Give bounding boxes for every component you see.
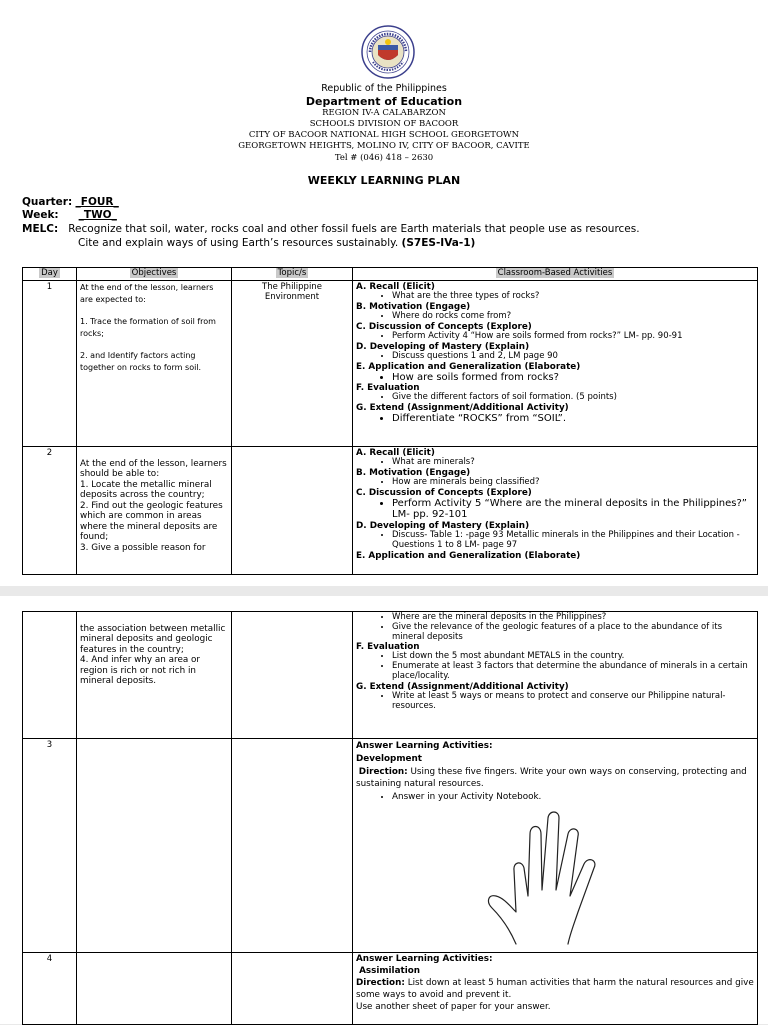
weekly-plan-table: [22, 267, 758, 575]
activities-cell: • Where are the mineral deposits in the Philippines? • Give the relevance of the geologic features of a place to the abundance of its mineral deposits F. Evaluation • List down the 5 most abundant METALS in the country. • Enumerate at least 3 factors that determine the abundance of minerals in a certain place/locality. G. Extend (Assignment/Additional Activity) • Write at least 5 ways or means to protect and conserve our Philippine natural- resources.: [353, 612, 758, 739]
header-department: Department of Education: [305, 95, 463, 108]
table-row-day-2-continued: [23, 612, 758, 739]
topic-cell: The Philippine Environment: [232, 281, 353, 447]
day-cell: 2: [23, 447, 77, 575]
header-republic: Republic of the Philippines: [321, 83, 447, 94]
activities-cell: A. Recall (Elicit) • What are the three types of rocks? B. Motivation (Engage) • Where do rocks come from? C. Discussion of Concepts (Explore) • Perform Activity 4 “How are soils formed from rocks?” LM- pp. 90-91 D. Developing of Mastery (Explain) • Discuss questions 1 and 2, LM page 90 E. Application and Generalization (Elaborate) • How are soils formed from rocks? F. Evaluation • Give the different factors of soil formation. (5 points) G. Extend (Assignment/Additional Activity) • Differentiate “ROCKS” from “SOIL”.: [353, 281, 758, 447]
day-cell: 4: [23, 953, 77, 1025]
header-day: Day: [23, 268, 77, 281]
quarter-value: _FOUR_: [75, 196, 119, 208]
day-cell: 1: [23, 281, 77, 447]
header-activities: Classroom-Based Activities: [353, 268, 758, 281]
deped-seal-logo: [361, 25, 415, 79]
melc-code: (S7ES-IVa-1): [401, 237, 476, 249]
table-row-day-3: [23, 739, 758, 953]
activities-cell: Answer Learning Activities: Assimilation Direction: List down at least 5 human activities that harm the natural resources and give some ways to avoid and prevent it. Use another sheet of paper for your answer.: [353, 953, 758, 1025]
melc-text-2: Cite and explain ways of using Earth’s resources sustainably.: [78, 237, 399, 249]
activities-cell: A. Recall (Elicit) • What are minerals? B. Motivation (Engage) • How are minerals being classified? C. Discussion of Concepts (Explore) • Perform Activity 5 “Where are the mineral deposits in the Philippines?” LM- pp. 92-101 D. Developing of Mastery (Explain) • Discuss- Table 1: -page 93 Metallic minerals in the Philippines and their Location -Questions 1 to 8 LM- page 97 E. Application and Generalization (Elaborate): [353, 447, 758, 575]
topic-cell: [232, 953, 353, 1025]
objectives-cell: At the end of the lesson, learners are expected to: 1. Trace the formation of soil from rocks; 2. and Identify factors acting together on rocks to form soil.: [77, 281, 232, 447]
melc-line: MELC: Recognize that soil, water, rocks coal and other fossil fuels are Earth materials that people use as resources.: [22, 223, 640, 235]
header-region: REGION IV-A CALABARZON: [322, 108, 446, 118]
quarter-line: Quarter: _FOUR_: [22, 196, 119, 208]
objectives-cell: [77, 739, 232, 953]
week-line: Week: _TWO_: [22, 209, 117, 221]
table-row-day-2: [23, 447, 758, 575]
table-header-row: [23, 268, 758, 281]
melc-line-2: [78, 237, 475, 249]
objectives-cell: the association between metallic mineral deposits and geologic features in the country; 4. And infer why an area or region is rich or not rich in mineral deposits.: [77, 612, 232, 739]
table-row-day-1: [23, 281, 758, 447]
header-objectives: Objectives: [77, 268, 232, 281]
header-school: CITY OF BACOOR NATIONAL HIGH SCHOOL GEORGETOWN: [248, 130, 520, 140]
topic-cell: [232, 447, 353, 575]
day-cell: [23, 612, 77, 739]
header-telephone: Tel # (046) 418 – 2630: [334, 153, 434, 163]
hand-outline-drawing: [486, 810, 604, 948]
header-division: SCHOOLS DIVISION OF BACOOR: [309, 119, 459, 129]
header-address: GEORGETOWN HEIGHTS, MOLINO IV, CITY OF BACOOR, CAVITE: [238, 141, 530, 151]
header-topics: Topic/s: [232, 268, 353, 281]
day-cell: 3: [23, 739, 77, 953]
weekly-plan-table-continued: [22, 611, 758, 1025]
topic-cell: [232, 612, 353, 739]
week-value: _TWO_: [78, 209, 117, 221]
table-row-day-4: [23, 953, 758, 1025]
topic-cell: [232, 739, 353, 953]
melc-text-1: Recognize that soil, water, rocks coal and other fossil fuels are Earth materials that people use as resources.: [68, 223, 640, 235]
activities-cell: Answer Learning Activities: Development Direction: Using these five fingers. Write your own ways on conserving, protecting and sustaining natural resources. • Answer in your Activity Notebook.: [353, 739, 758, 953]
objectives-cell: [77, 953, 232, 1025]
document-title: WEEKLY LEARNING PLAN: [307, 174, 461, 187]
objectives-cell: At the end of the lesson, learners should be able to: 1. Locate the metallic mineral deposits across the country; 2. Find out the geologic features which are common in areas where the mineral deposits are found; 3. Give a possible reason for: [77, 447, 232, 575]
